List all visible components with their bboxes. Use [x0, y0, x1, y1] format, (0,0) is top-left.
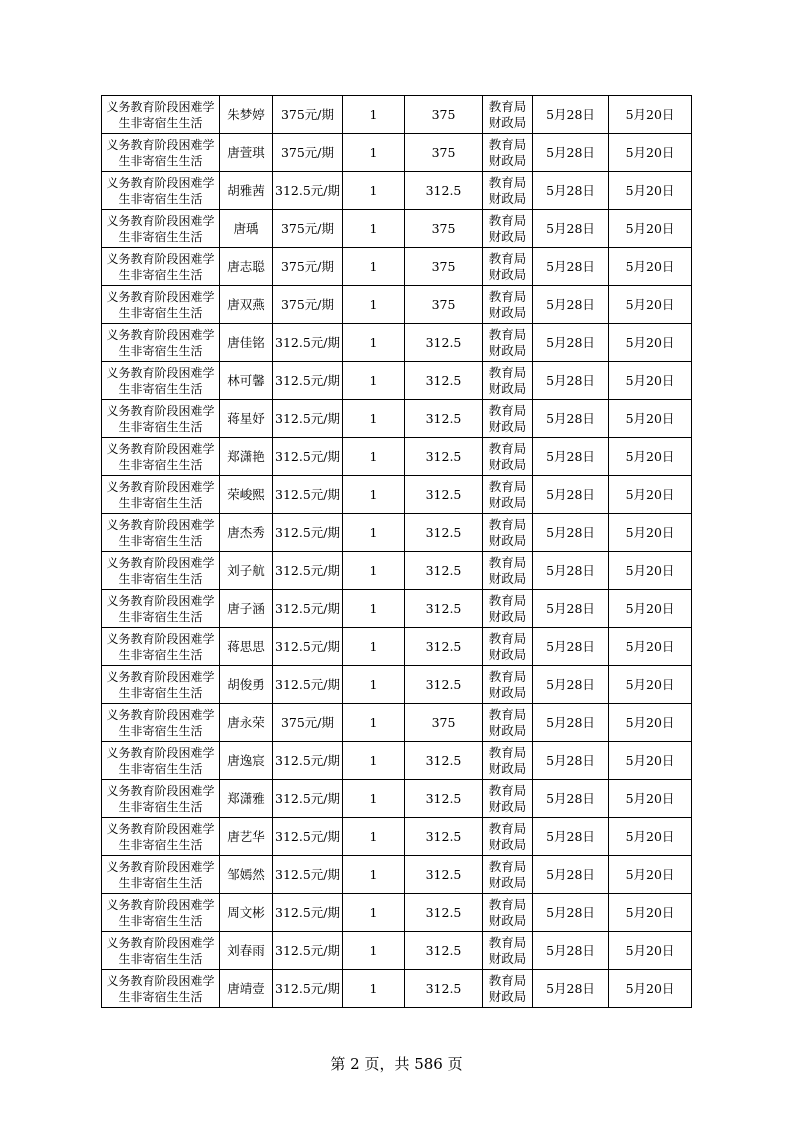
count-cell: 1 — [343, 400, 405, 438]
student-name-cell: 郑潇雅 — [220, 780, 273, 818]
table-row — [102, 134, 692, 172]
standard-cell: 312.5元/期 — [273, 932, 343, 970]
date-cell-1: 5月28日 — [533, 96, 609, 134]
department-cell: 教育局财政局 — [483, 818, 533, 856]
date-cell-2: 5月20日 — [609, 96, 692, 134]
date-cell-1: 5月28日 — [533, 400, 609, 438]
amount-cell: 312.5 — [405, 894, 483, 932]
category-cell: 义务教育阶段困难学生非寄宿生生活 — [102, 780, 220, 818]
standard-cell: 312.5元/期 — [273, 970, 343, 1008]
student-name-cell: 唐志聪 — [220, 248, 273, 286]
date-cell-1: 5月28日 — [533, 780, 609, 818]
student-name-cell: 唐永荣 — [220, 704, 273, 742]
date-cell-1: 5月28日 — [533, 932, 609, 970]
department-cell: 教育局财政局 — [483, 400, 533, 438]
department-cell: 教育局财政局 — [483, 780, 533, 818]
student-name-cell: 刘春雨 — [220, 932, 273, 970]
count-cell: 1 — [343, 438, 405, 476]
student-name-cell: 唐双燕 — [220, 286, 273, 324]
student-name-cell: 郑潇艳 — [220, 438, 273, 476]
count-cell: 1 — [343, 248, 405, 286]
date-cell-1: 5月28日 — [533, 210, 609, 248]
student-name-cell: 唐瑀 — [220, 210, 273, 248]
date-cell-2: 5月20日 — [609, 780, 692, 818]
department-cell: 教育局财政局 — [483, 438, 533, 476]
student-name-cell: 朱梦婷 — [220, 96, 273, 134]
table-row — [102, 286, 692, 324]
amount-cell: 312.5 — [405, 514, 483, 552]
table-row — [102, 438, 692, 476]
date-cell-2: 5月20日 — [609, 666, 692, 704]
student-name-cell: 唐子涵 — [220, 590, 273, 628]
category-cell: 义务教育阶段困难学生非寄宿生生活 — [102, 742, 220, 780]
category-cell: 义务教育阶段困难学生非寄宿生生活 — [102, 894, 220, 932]
date-cell-2: 5月20日 — [609, 704, 692, 742]
table-row — [102, 590, 692, 628]
amount-cell: 312.5 — [405, 476, 483, 514]
table-row — [102, 818, 692, 856]
department-cell: 教育局财政局 — [483, 552, 533, 590]
count-cell: 1 — [343, 96, 405, 134]
category-cell: 义务教育阶段困难学生非寄宿生生活 — [102, 970, 220, 1008]
date-cell-2: 5月20日 — [609, 476, 692, 514]
category-cell: 义务教育阶段困难学生非寄宿生生活 — [102, 438, 220, 476]
date-cell-1: 5月28日 — [533, 172, 609, 210]
category-cell: 义务教育阶段困难学生非寄宿生生活 — [102, 514, 220, 552]
amount-cell: 312.5 — [405, 666, 483, 704]
amount-cell: 312.5 — [405, 362, 483, 400]
department-cell: 教育局财政局 — [483, 362, 533, 400]
category-cell: 义务教育阶段困难学生非寄宿生生活 — [102, 476, 220, 514]
standard-cell: 312.5元/期 — [273, 894, 343, 932]
date-cell-2: 5月20日 — [609, 742, 692, 780]
department-cell: 教育局财政局 — [483, 704, 533, 742]
department-cell: 教育局财政局 — [483, 134, 533, 172]
category-cell: 义务教育阶段困难学生非寄宿生生活 — [102, 134, 220, 172]
student-name-cell: 唐佳铭 — [220, 324, 273, 362]
count-cell: 1 — [343, 628, 405, 666]
count-cell: 1 — [343, 210, 405, 248]
standard-cell: 312.5元/期 — [273, 590, 343, 628]
standard-cell: 312.5元/期 — [273, 172, 343, 210]
category-cell: 义务教育阶段困难学生非寄宿生生活 — [102, 172, 220, 210]
department-cell: 教育局财政局 — [483, 894, 533, 932]
department-cell: 教育局财政局 — [483, 628, 533, 666]
date-cell-1: 5月28日 — [533, 286, 609, 324]
department-cell: 教育局财政局 — [483, 590, 533, 628]
count-cell: 1 — [343, 286, 405, 324]
table-row — [102, 704, 692, 742]
category-cell: 义务教育阶段困难学生非寄宿生生活 — [102, 552, 220, 590]
date-cell-2: 5月20日 — [609, 248, 692, 286]
table-body — [102, 96, 692, 1008]
student-name-cell: 唐艺华 — [220, 818, 273, 856]
category-cell: 义务教育阶段困难学生非寄宿生生活 — [102, 666, 220, 704]
student-name-cell: 周文彬 — [220, 894, 273, 932]
page-number: 第 2 页，共 586 页 — [330, 1055, 463, 1073]
category-cell: 义务教育阶段困难学生非寄宿生生活 — [102, 856, 220, 894]
department-cell: 教育局财政局 — [483, 932, 533, 970]
category-cell: 义务教育阶段困难学生非寄宿生生活 — [102, 628, 220, 666]
date-cell-2: 5月20日 — [609, 628, 692, 666]
amount-cell: 312.5 — [405, 324, 483, 362]
category-cell: 义务教育阶段困难学生非寄宿生生活 — [102, 932, 220, 970]
amount-cell: 312.5 — [405, 818, 483, 856]
standard-cell: 312.5元/期 — [273, 628, 343, 666]
date-cell-2: 5月20日 — [609, 552, 692, 590]
table-row — [102, 970, 692, 1008]
count-cell: 1 — [343, 742, 405, 780]
student-name-cell: 唐逸宸 — [220, 742, 273, 780]
amount-cell: 375 — [405, 704, 483, 742]
standard-cell: 375元/期 — [273, 286, 343, 324]
student-name-cell: 刘子航 — [220, 552, 273, 590]
amount-cell: 312.5 — [405, 932, 483, 970]
amount-cell: 375 — [405, 286, 483, 324]
standard-cell: 312.5元/期 — [273, 742, 343, 780]
amount-cell: 312.5 — [405, 856, 483, 894]
department-cell: 教育局财政局 — [483, 172, 533, 210]
student-name-cell: 唐萱琪 — [220, 134, 273, 172]
amount-cell: 312.5 — [405, 780, 483, 818]
department-cell: 教育局财政局 — [483, 324, 533, 362]
date-cell-2: 5月20日 — [609, 172, 692, 210]
count-cell: 1 — [343, 856, 405, 894]
category-cell: 义务教育阶段困难学生非寄宿生生活 — [102, 400, 220, 438]
count-cell: 1 — [343, 894, 405, 932]
department-cell: 教育局财政局 — [483, 96, 533, 134]
table-row — [102, 210, 692, 248]
table-row — [102, 666, 692, 704]
standard-cell: 312.5元/期 — [273, 438, 343, 476]
amount-cell: 375 — [405, 248, 483, 286]
date-cell-2: 5月20日 — [609, 856, 692, 894]
table-row — [102, 324, 692, 362]
count-cell: 1 — [343, 704, 405, 742]
student-name-cell: 蒋思思 — [220, 628, 273, 666]
department-cell: 教育局财政局 — [483, 476, 533, 514]
table-row — [102, 400, 692, 438]
date-cell-1: 5月28日 — [533, 894, 609, 932]
table-row — [102, 932, 692, 970]
date-cell-2: 5月20日 — [609, 590, 692, 628]
amount-cell: 312.5 — [405, 172, 483, 210]
table-row — [102, 742, 692, 780]
date-cell-1: 5月28日 — [533, 628, 609, 666]
date-cell-1: 5月28日 — [533, 552, 609, 590]
date-cell-2: 5月20日 — [609, 514, 692, 552]
date-cell-2: 5月20日 — [609, 324, 692, 362]
table-row — [102, 96, 692, 134]
category-cell: 义务教育阶段困难学生非寄宿生生活 — [102, 590, 220, 628]
date-cell-2: 5月20日 — [609, 134, 692, 172]
date-cell-1: 5月28日 — [533, 324, 609, 362]
date-cell-1: 5月28日 — [533, 438, 609, 476]
category-cell: 义务教育阶段困难学生非寄宿生生活 — [102, 248, 220, 286]
standard-cell: 375元/期 — [273, 96, 343, 134]
date-cell-2: 5月20日 — [609, 970, 692, 1008]
date-cell-1: 5月28日 — [533, 818, 609, 856]
date-cell-1: 5月28日 — [533, 590, 609, 628]
standard-cell: 312.5元/期 — [273, 324, 343, 362]
count-cell: 1 — [343, 590, 405, 628]
student-name-cell: 胡俊勇 — [220, 666, 273, 704]
date-cell-1: 5月28日 — [533, 704, 609, 742]
date-cell-2: 5月20日 — [609, 438, 692, 476]
amount-cell: 375 — [405, 134, 483, 172]
department-cell: 教育局财政局 — [483, 666, 533, 704]
standard-cell: 375元/期 — [273, 134, 343, 172]
amount-cell: 312.5 — [405, 970, 483, 1008]
date-cell-2: 5月20日 — [609, 818, 692, 856]
count-cell: 1 — [343, 172, 405, 210]
amount-cell: 312.5 — [405, 400, 483, 438]
standard-cell: 312.5元/期 — [273, 400, 343, 438]
department-cell: 教育局财政局 — [483, 970, 533, 1008]
date-cell-2: 5月20日 — [609, 210, 692, 248]
student-name-cell: 胡雅茜 — [220, 172, 273, 210]
table-row — [102, 628, 692, 666]
date-cell-1: 5月28日 — [533, 856, 609, 894]
category-cell: 义务教育阶段困难学生非寄宿生生活 — [102, 210, 220, 248]
count-cell: 1 — [343, 666, 405, 704]
date-cell-1: 5月28日 — [533, 362, 609, 400]
count-cell: 1 — [343, 134, 405, 172]
table-row — [102, 476, 692, 514]
table-row — [102, 552, 692, 590]
count-cell: 1 — [343, 324, 405, 362]
amount-cell: 375 — [405, 210, 483, 248]
table-row — [102, 514, 692, 552]
student-name-cell: 唐靖壹 — [220, 970, 273, 1008]
category-cell: 义务教育阶段困难学生非寄宿生生活 — [102, 362, 220, 400]
date-cell-1: 5月28日 — [533, 742, 609, 780]
student-name-cell: 荣峻熙 — [220, 476, 273, 514]
category-cell: 义务教育阶段困难学生非寄宿生生活 — [102, 286, 220, 324]
category-cell: 义务教育阶段困难学生非寄宿生生活 — [102, 704, 220, 742]
department-cell: 教育局财政局 — [483, 514, 533, 552]
count-cell: 1 — [343, 476, 405, 514]
category-cell: 义务教育阶段困难学生非寄宿生生活 — [102, 96, 220, 134]
amount-cell: 312.5 — [405, 628, 483, 666]
date-cell-1: 5月28日 — [533, 666, 609, 704]
amount-cell: 375 — [405, 96, 483, 134]
date-cell-1: 5月28日 — [533, 514, 609, 552]
subsidy-table — [101, 95, 692, 1008]
student-name-cell: 唐杰秀 — [220, 514, 273, 552]
count-cell: 1 — [343, 970, 405, 1008]
category-cell: 义务教育阶段困难学生非寄宿生生活 — [102, 324, 220, 362]
table-row — [102, 362, 692, 400]
category-cell: 义务教育阶段困难学生非寄宿生生活 — [102, 818, 220, 856]
amount-cell: 312.5 — [405, 438, 483, 476]
standard-cell: 375元/期 — [273, 704, 343, 742]
count-cell: 1 — [343, 552, 405, 590]
standard-cell: 312.5元/期 — [273, 666, 343, 704]
standard-cell: 375元/期 — [273, 248, 343, 286]
standard-cell: 312.5元/期 — [273, 514, 343, 552]
department-cell: 教育局财政局 — [483, 742, 533, 780]
date-cell-2: 5月20日 — [609, 894, 692, 932]
table-row — [102, 172, 692, 210]
department-cell: 教育局财政局 — [483, 286, 533, 324]
amount-cell: 312.5 — [405, 552, 483, 590]
count-cell: 1 — [343, 818, 405, 856]
date-cell-1: 5月28日 — [533, 248, 609, 286]
amount-cell: 312.5 — [405, 590, 483, 628]
department-cell: 教育局财政局 — [483, 248, 533, 286]
standard-cell: 312.5元/期 — [273, 552, 343, 590]
department-cell: 教育局财政局 — [483, 856, 533, 894]
amount-cell: 312.5 — [405, 742, 483, 780]
standard-cell: 375元/期 — [273, 210, 343, 248]
standard-cell: 312.5元/期 — [273, 780, 343, 818]
date-cell-1: 5月28日 — [533, 970, 609, 1008]
student-name-cell: 林可馨 — [220, 362, 273, 400]
standard-cell: 312.5元/期 — [273, 476, 343, 514]
count-cell: 1 — [343, 514, 405, 552]
count-cell: 1 — [343, 362, 405, 400]
date-cell-2: 5月20日 — [609, 400, 692, 438]
table-row — [102, 248, 692, 286]
department-cell: 教育局财政局 — [483, 210, 533, 248]
table-row — [102, 856, 692, 894]
date-cell-1: 5月28日 — [533, 134, 609, 172]
standard-cell: 312.5元/期 — [273, 856, 343, 894]
standard-cell: 312.5元/期 — [273, 818, 343, 856]
standard-cell: 312.5元/期 — [273, 362, 343, 400]
student-name-cell: 邹嫣然 — [220, 856, 273, 894]
student-name-cell: 蒋星妤 — [220, 400, 273, 438]
date-cell-2: 5月20日 — [609, 286, 692, 324]
date-cell-2: 5月20日 — [609, 932, 692, 970]
count-cell: 1 — [343, 780, 405, 818]
table-row — [102, 780, 692, 818]
table-row — [102, 894, 692, 932]
date-cell-1: 5月28日 — [533, 476, 609, 514]
count-cell: 1 — [343, 932, 405, 970]
date-cell-2: 5月20日 — [609, 362, 692, 400]
